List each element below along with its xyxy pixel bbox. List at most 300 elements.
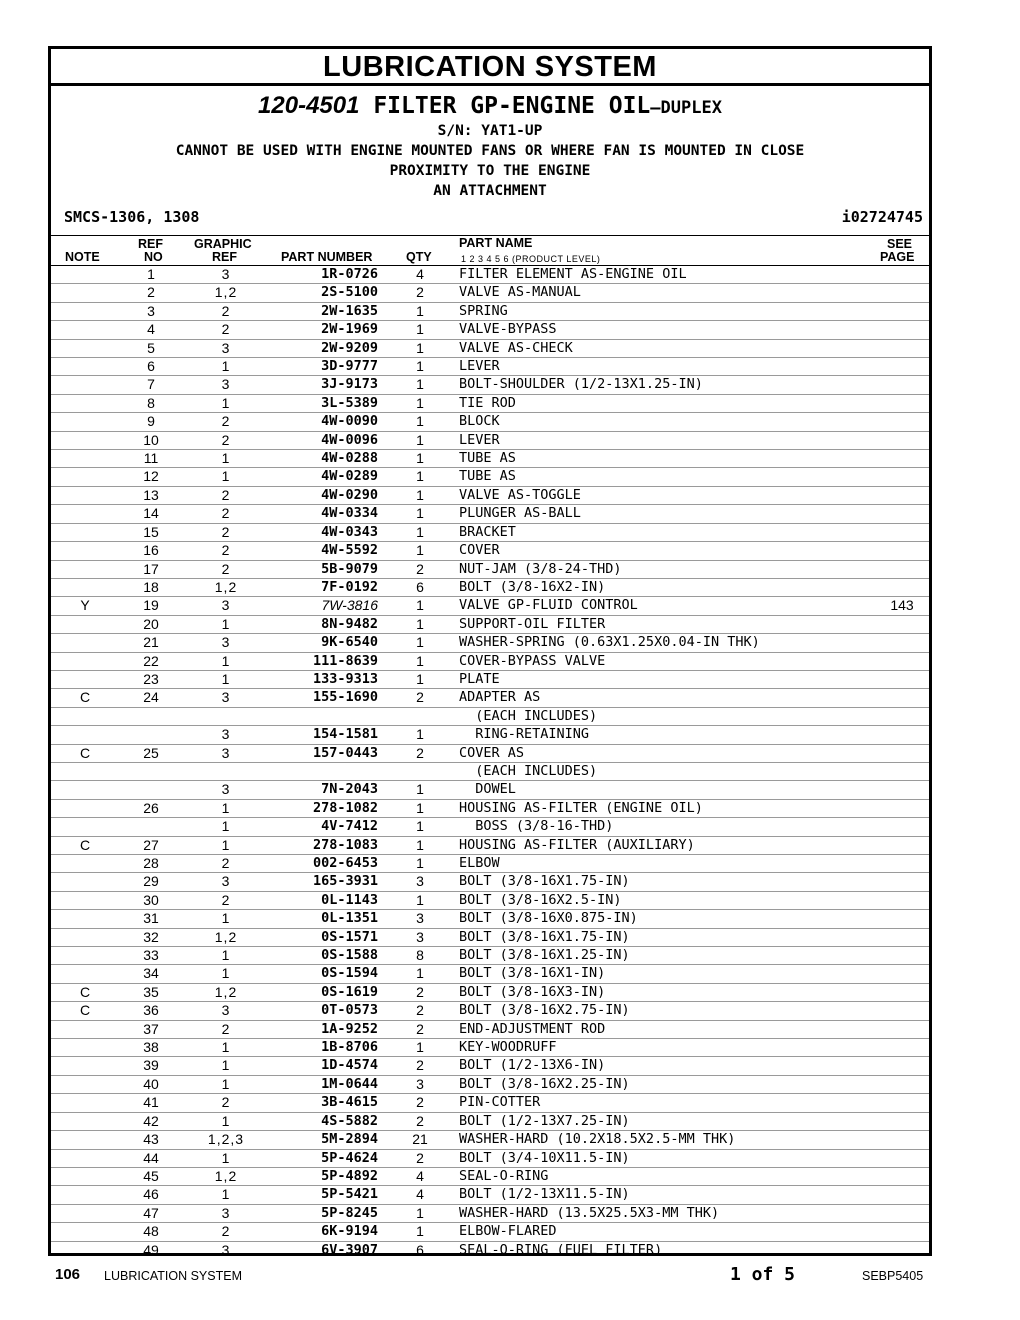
part-number-cell: 0L-1143	[321, 891, 378, 908]
table-row	[51, 1076, 929, 1094]
table-row	[51, 1150, 929, 1168]
part-number-cell: 4W-0090	[321, 413, 378, 430]
qty-cell: 1	[416, 634, 424, 651]
table-row	[51, 800, 929, 818]
part-name-cell: WASHER-SPRING (0.63X1.25X0.04-IN THK)	[459, 634, 760, 651]
qty-cell: 1	[416, 302, 424, 319]
table-row	[51, 358, 929, 376]
part-number-cell: 157-0443	[312, 744, 378, 761]
col-product-levels: 1 2 3 4 5 6 (PRODUCT LEVEL)	[461, 254, 601, 264]
qty-cell: 2	[416, 284, 424, 301]
ref-no-cell: 32	[143, 928, 159, 945]
part-name-cell: SEAL-O-RING	[459, 1167, 549, 1184]
part-number-cell: 9K-6540	[321, 634, 378, 651]
table-row	[51, 1168, 929, 1186]
graphic-ref-cell: 3	[221, 1204, 231, 1221]
graphic-ref-cell: 1	[221, 1075, 231, 1092]
graphic-ref-cell: 3	[221, 597, 231, 614]
qty-cell: 2	[416, 1002, 424, 1019]
page-footer	[0, 1264, 1020, 1288]
table-row	[51, 616, 929, 634]
graphic-ref-cell: 3	[221, 873, 231, 890]
table-row	[51, 266, 929, 284]
group-header	[51, 86, 929, 236]
part-number-cell: 3J-9173	[321, 376, 378, 393]
note-cell: C	[79, 744, 91, 761]
part-name-cell: BOLT (3/4-10X11.5-IN)	[459, 1149, 630, 1166]
graphic-ref-cell: 1	[221, 818, 231, 835]
note-cell: C	[79, 1002, 91, 1019]
graphic-ref-cell: 1	[221, 1057, 231, 1074]
ref-no-cell: 29	[143, 873, 159, 890]
ref-no-cell: 45	[143, 1167, 159, 1184]
table-row	[51, 1021, 929, 1039]
ref-no-cell: 48	[143, 1223, 159, 1240]
part-name-cell: BOLT (3/8-16X2-IN)	[459, 578, 606, 595]
table-row	[51, 1205, 929, 1223]
graphic-ref-cell: 2	[221, 523, 231, 540]
part-number-cell: 3B-4615	[321, 1094, 378, 1111]
table-row	[51, 487, 929, 505]
table-row	[51, 855, 929, 873]
graphic-ref-cell: 1,2	[214, 284, 238, 301]
qty-cell: 2	[416, 983, 424, 1000]
part-name-cell: ELBOW	[459, 855, 500, 871]
parts-page-frame	[48, 46, 932, 1256]
ref-no-cell: 49	[143, 1241, 159, 1258]
group-part-number: 120-4501	[258, 92, 360, 119]
ref-no-cell: 36	[143, 1002, 159, 1019]
part-number-cell: 155-1690	[312, 689, 378, 706]
col-note: NOTE	[65, 250, 100, 264]
part-number-cell: 5P-4892	[321, 1167, 378, 1184]
part-name-cell: BLOCK	[459, 413, 500, 430]
qty-cell: 2	[416, 1057, 424, 1074]
ref-no-cell: 46	[143, 1186, 159, 1203]
footer-page-of: 1 of 5	[730, 1264, 796, 1285]
graphic-ref-cell: 1	[221, 615, 231, 632]
qty-cell: 1	[416, 615, 424, 632]
graphic-ref-cell: 1	[221, 947, 231, 964]
qty-cell: 2	[416, 744, 424, 761]
graphic-ref-cell: 1,2,3	[207, 1131, 245, 1148]
ref-no-cell: 6	[147, 358, 155, 375]
qty-cell: 2	[416, 1149, 424, 1166]
qty-cell: 4	[416, 266, 424, 282]
graphic-ref-cell: 1,2	[214, 983, 238, 1000]
graphic-ref-cell: 2	[221, 486, 231, 503]
part-name-cell: BRACKET	[459, 523, 516, 540]
table-row	[51, 284, 929, 302]
part-number-cell: 6V-3907	[321, 1241, 378, 1258]
table-row	[51, 321, 929, 339]
part-name-cell: VALVE AS-MANUAL	[459, 284, 581, 301]
graphic-ref-cell: 2	[221, 505, 231, 522]
qty-cell: 1	[416, 431, 424, 448]
ref-no-cell: 12	[143, 468, 159, 485]
graphic-ref-cell: 3	[221, 1002, 231, 1019]
table-row	[51, 1242, 929, 1260]
col-part-name: PART NAME	[459, 236, 533, 250]
part-number-cell: 1A-9252	[321, 1020, 378, 1037]
part-name-cell: DOWEL	[459, 781, 516, 798]
graphic-ref-cell: 1	[221, 468, 231, 485]
ref-no-cell: 2	[147, 284, 155, 301]
graphic-ref-cell: 1	[221, 799, 231, 816]
part-name-cell: RING-RETAINING	[459, 726, 590, 743]
part-number-cell: 111-8639	[312, 652, 378, 669]
ref-no-cell: 30	[143, 891, 159, 908]
table-row	[51, 763, 929, 781]
ref-no-cell: 9	[147, 413, 155, 430]
part-name-cell: KEY-WOODRUFF	[459, 1039, 557, 1056]
qty-cell: 6	[416, 1241, 424, 1258]
table-row	[51, 1223, 929, 1241]
graphic-ref-cell: 1	[221, 1149, 231, 1166]
table-row	[51, 781, 929, 799]
parts-table-body	[51, 266, 929, 1260]
part-name-cell: BOLT-SHOULDER (1/2-13X1.25-IN)	[459, 376, 703, 393]
qty-cell: 1	[416, 781, 424, 798]
qty-cell: 1	[416, 726, 424, 743]
part-name-cell: BOSS (3/8-16-THD)	[459, 818, 614, 835]
table-row	[51, 929, 929, 947]
part-number-cell: 5P-5421	[321, 1186, 378, 1203]
part-name-cell: BOLT (3/8-16X1.75-IN)	[459, 873, 630, 890]
note-line-1: CANNOT BE USED WITH ENGINE MOUNTED FANS OR WHERE FAN IS MOUNTED IN CLOSE	[175, 143, 805, 159]
part-name-cell: LEVER	[459, 431, 500, 448]
table-row	[51, 653, 929, 671]
ref-no-cell: 25	[143, 744, 159, 761]
table-row	[51, 689, 929, 707]
graphic-ref-cell: 3	[221, 689, 231, 706]
note-line-2: PROXIMITY TO THE ENGINE	[389, 163, 591, 179]
col-qty: QTY	[406, 250, 432, 264]
table-row	[51, 1131, 929, 1149]
ref-no-cell: 1	[147, 266, 155, 282]
qty-cell: 1	[416, 542, 424, 559]
qty-cell: 2	[416, 689, 424, 706]
part-name-cell: BOLT (3/8-16X2.5-IN)	[459, 891, 622, 908]
graphic-ref-cell: 2	[221, 1223, 231, 1240]
part-number-cell: 4W-0343	[321, 523, 378, 540]
part-name-cell: BOLT (3/8-16X1-IN)	[459, 965, 606, 982]
qty-cell: 1	[416, 523, 424, 540]
part-name-cell: BOLT (3/8-16X2.25-IN)	[459, 1075, 630, 1092]
ref-no-cell: 7	[147, 376, 155, 393]
qty-cell: 1	[416, 413, 424, 430]
footer-doc-id: SEBP5405	[862, 1269, 924, 1283]
ref-no-cell: 41	[143, 1094, 159, 1111]
col-ref-top: REF	[138, 237, 163, 251]
qty-cell: 1	[416, 339, 424, 356]
qty-cell: 4	[416, 1167, 424, 1184]
graphic-ref-cell: 2	[221, 302, 231, 319]
graphic-ref-cell: 1	[221, 965, 231, 982]
qty-cell: 2	[416, 560, 424, 577]
graphic-ref-cell: 3	[221, 339, 231, 356]
part-name-cell: BOLT (3/8-16X0.875-IN)	[459, 910, 638, 927]
part-name-cell: FILTER ELEMENT AS-ENGINE OIL	[459, 266, 687, 282]
qty-cell: 1	[416, 358, 424, 375]
table-row	[51, 561, 929, 579]
part-name-cell: WASHER-HARD (13.5X25.5X3-MM THK)	[459, 1204, 720, 1221]
table-row	[51, 910, 929, 928]
part-name-cell: SEAL-O-RING (FUEL FILTER)	[459, 1241, 663, 1258]
part-number-cell: 1R-0726	[321, 266, 378, 282]
ref-no-cell: 19	[143, 597, 159, 614]
graphic-ref-cell: 1	[221, 910, 231, 927]
note-cell: C	[79, 836, 91, 853]
part-number-cell: 2W-1969	[321, 321, 378, 338]
graphic-ref-cell: 2	[221, 413, 231, 430]
part-number-cell: 002-6453	[312, 855, 378, 871]
ref-no-cell: 38	[143, 1039, 159, 1056]
qty-cell: 3	[416, 910, 424, 927]
part-name-cell: BOLT (3/8-16X1.25-IN)	[459, 947, 630, 964]
ref-no-cell: 35	[143, 983, 159, 1000]
qty-cell: 6	[416, 578, 424, 595]
part-name-cell: BOLT (1/2-13X7.25-IN)	[459, 1112, 630, 1129]
ref-no-cell: 33	[143, 947, 159, 964]
part-number-cell: 0S-1588	[321, 947, 378, 964]
ref-no-cell: 23	[143, 670, 159, 687]
part-name-cell: VALVE AS-TOGGLE	[459, 486, 581, 503]
ref-no-cell: 26	[143, 799, 159, 816]
part-number-cell: 7W-3816	[321, 597, 378, 614]
ref-no-cell: 8	[147, 394, 155, 411]
part-name-cell: BOLT (1/2-13X6-IN)	[459, 1057, 606, 1074]
graphic-ref-cell: 3	[221, 1241, 231, 1258]
ref-no-cell: 10	[143, 431, 159, 448]
ref-no-cell: 24	[143, 689, 159, 706]
part-number-cell: 154-1581	[312, 726, 378, 743]
ref-no-cell: 3	[147, 302, 155, 319]
table-row	[51, 524, 929, 542]
part-number-cell: 0T-0573	[321, 1002, 378, 1019]
table-row	[51, 303, 929, 321]
col-graphic-top: GRAPHIC	[194, 237, 252, 251]
table-row	[51, 1113, 929, 1131]
part-number-cell: 4W-0290	[321, 486, 378, 503]
part-name-cell: ADAPTER AS	[459, 689, 541, 706]
ref-no-cell: 17	[143, 560, 159, 577]
part-number-cell: 1D-4574	[321, 1057, 378, 1074]
table-row	[51, 671, 929, 689]
ref-no-cell: 21	[143, 634, 159, 651]
part-number-cell: 1M-0644	[321, 1075, 378, 1092]
part-number-cell: 5M-2894	[321, 1131, 378, 1148]
ref-no-cell: 22	[143, 652, 159, 669]
qty-cell: 1	[416, 468, 424, 485]
table-row	[51, 542, 929, 560]
graphic-ref-cell: 3	[221, 376, 231, 393]
graphic-ref-cell: 3	[221, 781, 231, 798]
table-row	[51, 340, 929, 358]
part-number-cell: 0S-1619	[321, 983, 378, 1000]
ref-no-cell: 40	[143, 1075, 159, 1092]
part-number-cell: 4S-5882	[321, 1112, 378, 1129]
ref-no-cell: 47	[143, 1204, 159, 1221]
part-number-cell: 6K-9194	[321, 1223, 378, 1240]
part-number-cell: 3D-9777	[321, 358, 378, 375]
table-row	[51, 597, 929, 615]
graphic-ref-cell: 1	[221, 394, 231, 411]
part-name-cell: SUPPORT-OIL FILTER	[459, 615, 606, 632]
table-row	[51, 984, 929, 1002]
graphic-ref-cell: 1	[221, 836, 231, 853]
smcs-code: SMCS-1306, 1308	[64, 208, 200, 226]
section-title: LUBRICATION SYSTEM	[51, 49, 929, 86]
ref-no-cell: 43	[143, 1131, 159, 1148]
ref-no-cell: 39	[143, 1057, 159, 1074]
graphic-ref-cell: 1	[221, 1112, 231, 1129]
illustration-id: i02724745	[841, 208, 923, 226]
qty-cell: 2	[416, 1020, 424, 1037]
part-name-cell: END-ADJUSTMENT ROD	[459, 1020, 606, 1037]
graphic-ref-cell: 1,2	[214, 578, 238, 595]
ref-no-cell: 16	[143, 542, 159, 559]
qty-cell: 1	[416, 394, 424, 411]
col-part-number: PART NUMBER	[281, 250, 373, 264]
part-number-cell: 2W-9209	[321, 339, 378, 356]
part-number-cell: 278-1083	[312, 836, 378, 853]
graphic-ref-cell: 2	[221, 542, 231, 559]
table-row	[51, 450, 929, 468]
qty-cell: 1	[416, 891, 424, 908]
part-number-cell: 7N-2043	[321, 781, 378, 798]
table-row	[51, 745, 929, 763]
footer-page-number: 106	[55, 1266, 81, 1283]
qty-cell: 3	[416, 928, 424, 945]
graphic-ref-cell: 1,2	[214, 928, 238, 945]
graphic-ref-cell: 3	[221, 266, 231, 282]
part-number-cell: 4W-0288	[321, 450, 378, 467]
group-title	[51, 92, 929, 122]
ref-no-cell: 31	[143, 910, 159, 927]
part-name-cell: NUT-JAM (3/8-24-THD)	[459, 560, 622, 577]
graphic-ref-cell: 2	[221, 560, 231, 577]
part-name-cell: (EACH INCLUDES)	[459, 707, 598, 724]
ref-no-cell: 42	[143, 1112, 159, 1129]
qty-cell: 1	[416, 1039, 424, 1056]
part-number-cell: 4V-7412	[321, 818, 378, 835]
part-number-cell: 4W-0096	[321, 431, 378, 448]
see-page-cell: 143	[890, 597, 914, 614]
col-see-top: SEE	[887, 237, 913, 251]
table-row	[51, 873, 929, 891]
note-line-3: AN ATTACHMENT	[433, 183, 547, 199]
table-row	[51, 468, 929, 486]
qty-cell: 3	[416, 1075, 424, 1092]
part-name-cell: VALVE AS-CHECK	[459, 339, 573, 356]
qty-cell: 1	[416, 818, 424, 835]
graphic-ref-cell: 2	[221, 321, 231, 338]
qty-cell: 1	[416, 450, 424, 467]
qty-cell: 1	[416, 597, 424, 614]
table-row	[51, 965, 929, 983]
table-row	[51, 1002, 929, 1020]
part-name-cell: (EACH INCLUDES)	[459, 762, 598, 779]
ref-no-cell: 34	[143, 965, 159, 982]
part-number-cell: 278-1082	[312, 799, 378, 816]
table-row	[51, 413, 929, 431]
part-number-cell: 4W-0334	[321, 505, 378, 522]
serial-number: S/N: YAT1-UP	[437, 123, 543, 139]
qty-cell: 1	[416, 376, 424, 393]
graphic-ref-cell: 2	[221, 855, 231, 871]
ref-no-cell: 44	[143, 1149, 159, 1166]
graphic-ref-cell: 1	[221, 1186, 231, 1203]
part-name-cell: PIN-COTTER	[459, 1094, 541, 1111]
part-number-cell: 133-9313	[312, 670, 378, 687]
part-name-cell: VALVE GP-FLUID CONTROL	[459, 597, 638, 614]
qty-cell: 4	[416, 1186, 424, 1203]
part-number-cell: 4W-5592	[321, 542, 378, 559]
qty-cell: 1	[416, 855, 424, 871]
table-row	[51, 1186, 929, 1204]
part-number-cell: 2W-1635	[321, 302, 378, 319]
part-name-cell: PLUNGER AS-BALL	[459, 505, 581, 522]
part-number-cell: 0S-1571	[321, 928, 378, 945]
graphic-ref-cell: 3	[221, 726, 231, 743]
graphic-ref-cell: 2	[221, 1094, 231, 1111]
graphic-ref-cell: 1	[221, 358, 231, 375]
graphic-ref-cell: 1	[221, 652, 231, 669]
ref-no-cell: 13	[143, 486, 159, 503]
table-row	[51, 579, 929, 597]
part-name-cell: PLATE	[459, 670, 500, 687]
qty-cell: 2	[416, 1112, 424, 1129]
table-row	[51, 818, 929, 836]
graphic-ref-cell: 1	[221, 450, 231, 467]
ref-no-cell: 37	[143, 1020, 159, 1037]
table-row	[51, 726, 929, 744]
part-name-cell: VALVE-BYPASS	[459, 321, 557, 338]
ref-no-cell: 28	[143, 855, 159, 871]
qty-cell: 1	[416, 505, 424, 522]
part-name-cell: COVER	[459, 542, 500, 559]
graphic-ref-cell: 1,2	[214, 1167, 238, 1184]
col-see-bottom: PAGE	[880, 250, 915, 264]
part-name-cell: SPRING	[459, 302, 508, 319]
part-number-cell: 3L-5389	[321, 394, 378, 411]
part-name-cell: TIE ROD	[459, 394, 516, 411]
table-row	[51, 837, 929, 855]
footer-section: LUBRICATION SYSTEM	[104, 1269, 242, 1283]
graphic-ref-cell: 2	[221, 1020, 231, 1037]
ref-no-cell: 14	[143, 505, 159, 522]
group-suffix: —DUPLEX	[650, 98, 722, 118]
table-row	[51, 505, 929, 523]
ref-no-cell: 18	[143, 578, 159, 595]
graphic-ref-cell: 1	[221, 1039, 231, 1056]
table-row	[51, 708, 929, 726]
col-ref-bottom: NO	[144, 250, 163, 264]
part-name-cell: HOUSING AS-FILTER (ENGINE OIL)	[459, 799, 703, 816]
table-row	[51, 634, 929, 652]
qty-cell: 1	[416, 670, 424, 687]
part-name-cell: COVER AS	[459, 744, 525, 761]
table-row	[51, 947, 929, 965]
graphic-ref-cell: 1	[221, 670, 231, 687]
part-number-cell: 0L-1351	[321, 910, 378, 927]
qty-cell: 1	[416, 836, 424, 853]
part-number-cell: 7F-0192	[321, 578, 378, 595]
qty-cell: 1	[416, 965, 424, 982]
note-cell: C	[79, 983, 91, 1000]
group-name: FILTER GP-ENGINE OIL	[359, 93, 651, 119]
